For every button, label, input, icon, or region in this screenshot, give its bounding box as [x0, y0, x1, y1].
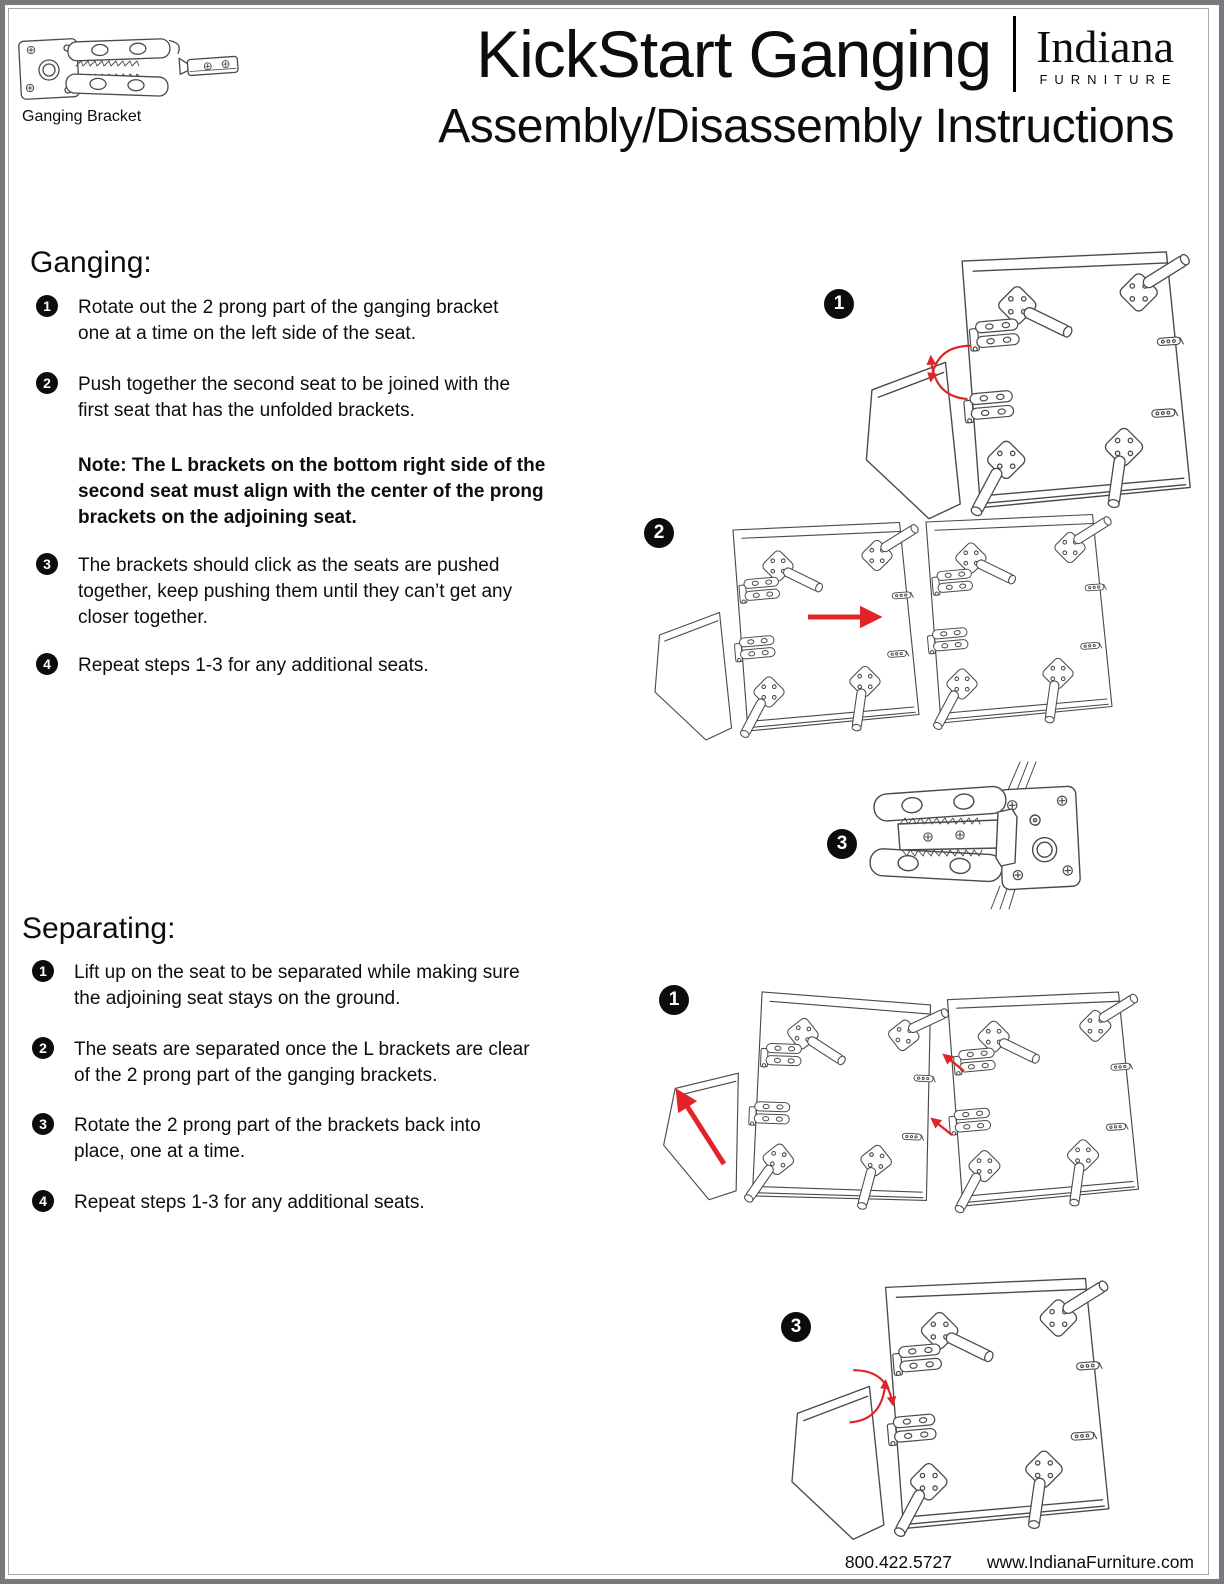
step-text: The brackets should click as the seats are pushed together, keep pushing them until they can’t get any closer together.	[78, 555, 513, 628]
step-number-badge: 1	[36, 295, 58, 317]
page-subtitle: Assembly/Disassembly Instructions	[438, 100, 1174, 153]
title-row	[476, 16, 1178, 92]
figure-label: 1	[659, 985, 689, 1015]
step-text: Rotate the 2 prong part of the brackets back into place, one at a time.	[74, 1115, 481, 1162]
figure-label: 2	[644, 518, 674, 548]
brand-name: Indiana	[1036, 21, 1174, 73]
separating-step-3	[32, 1113, 530, 1165]
figure-label: 3	[827, 829, 857, 859]
ganging-step-4	[36, 653, 534, 679]
figure-label: 3	[781, 1312, 811, 1342]
title-divider	[1013, 16, 1016, 92]
step-number-badge: 4	[32, 1190, 54, 1212]
step-text: Push together the second seat to be joined with the first seat that has the unfolded brackets.	[78, 374, 511, 421]
footer-website: www.IndianaFurniture.com	[986, 1552, 1194, 1572]
brand-logo	[1036, 21, 1178, 87]
step-text: Rotate out the 2 prong part of the ganging bracket one at a time on the left side of the seat.	[78, 297, 499, 344]
figure-label: 1	[824, 289, 854, 319]
ganging-note: Note: The L brackets on the bottom right side of the second seat must align with the center of the prong brackets on the adjoining seat.	[78, 455, 546, 528]
step-text: Repeat steps 1-3 for any additional seats.	[74, 1192, 425, 1213]
footer-phone: 800.422.5727	[844, 1552, 952, 1572]
brand-subname: FURNITURE	[1039, 71, 1178, 87]
ganging-step-2	[36, 372, 534, 424]
ganging-step-3	[36, 553, 534, 631]
ganging-figure-2	[640, 495, 1200, 767]
separating-step-1	[32, 960, 530, 1012]
step-number-badge: 2	[36, 372, 58, 394]
ganging-step-1	[36, 295, 534, 347]
separating-step-2	[32, 1037, 530, 1089]
step-number-badge: 3	[36, 553, 58, 575]
step-text: Repeat steps 1-3 for any additional seats.	[78, 655, 429, 676]
ganging-heading: Ganging:	[30, 246, 152, 279]
ganging-bracket-figure	[12, 30, 247, 108]
separating-step-4	[32, 1190, 530, 1216]
separating-figure-3	[772, 1255, 1122, 1530]
separating-figure-1	[640, 972, 1212, 1252]
bracket-closeup-figure	[848, 760, 1103, 910]
ganging-figure-1	[842, 228, 1222, 518]
step-number-badge: 4	[36, 653, 58, 675]
bracket-caption: Ganging Bracket	[22, 108, 142, 125]
footer	[845, 1552, 1194, 1573]
step-text: The seats are separated once the L brackets are clear of the 2 prong part of the ganging brackets.	[74, 1039, 530, 1086]
page-title: KickStart Ganging	[476, 16, 992, 91]
step-number-badge: 2	[32, 1037, 54, 1059]
separating-heading: Separating:	[22, 912, 176, 945]
header	[438, 16, 1178, 153]
step-text: Lift up on the seat to be separated while making sure the adjoining seat stays on the ground.	[74, 962, 520, 1009]
step-number-badge: 1	[32, 960, 54, 982]
step-number-badge: 3	[32, 1113, 54, 1135]
